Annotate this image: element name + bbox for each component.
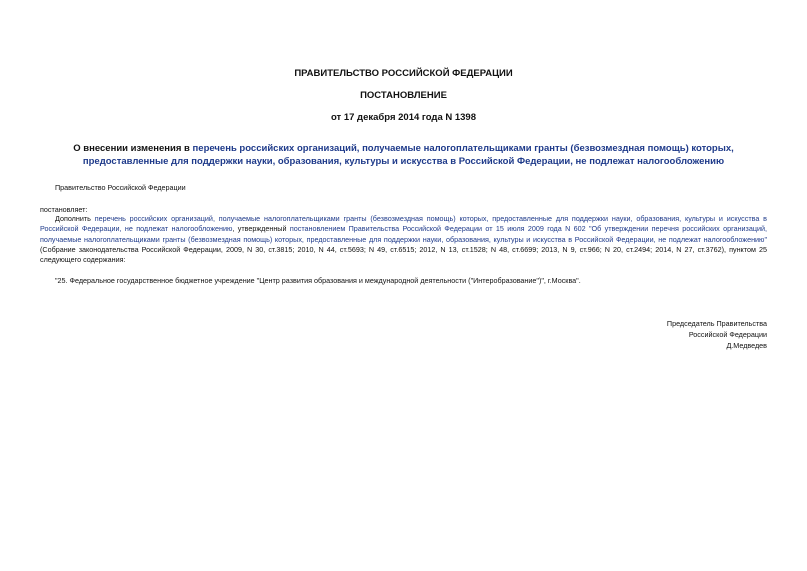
amendment-tail: (Собрание законодательства Российской Федерации, 2009, N 30, ст.3815; 2010, N 44, ст.5693; N 49, ст.6515; 2012, N 13, ст.1528; N 48, ст.6699; 2013, N 9, ст.966; N 20, ст.2494; 2014, N 27, ст.3762), пунктом 25 следующего содержания: xyxy=(40,244,767,265)
signature-country: Российской Федерации xyxy=(688,330,767,339)
amendment-mid: , утвержденный xyxy=(232,224,290,234)
document-type-heading: ПОСТАНОВЛЕНИЕ xyxy=(360,90,447,101)
document-subject xyxy=(40,142,767,168)
government-heading: ПРАВИТЕЛЬСТВО РОССИЙСКОЙ ФЕДЕРАЦИИ xyxy=(294,68,513,79)
decides-text: постановляет: xyxy=(40,205,88,214)
new-item-25: "25. Федеральное государственное бюджетное учреждение "Центр развития образования и международной деятельности ("Интеробразование")", г.Москва". xyxy=(55,276,581,285)
signature-block xyxy=(667,318,767,351)
signature-name: Д.Медведев xyxy=(726,341,767,350)
subject-list-link[interactable]: перечень российских организаций, получаемые налогоплательщиками гранты (безвозмездная помощь) которых, предоставленные для поддержки науки, образования, культуры и искусства в Российской Федерации, не подлежат налогообложению xyxy=(82,143,734,167)
document-date-number: от 17 декабря 2014 года N 1398 xyxy=(330,112,476,123)
amendment-paragraph xyxy=(40,214,767,265)
amendment-lead: Дополнить xyxy=(55,214,95,223)
organizations-list-link[interactable]: перечень российских организаций, получаемые налогоплательщиками гранты (безвозмездная помощь) которых, предоставленные для поддержки науки, образования, культуры и искусства в Российской Федерации, не подлежат налогообложению xyxy=(40,214,767,234)
subject-prefix: О внесении изменения в xyxy=(73,143,193,154)
resolution-602-link[interactable]: постановлением Правительства Российской Федерации от 15 июля 2009 года N 602 "Об утверждении перечня российских организаций, получаемые налогоплательщиками гранты (безвозмездная помощь) которых, предоставленные для поддержки науки, образования, культуры и искусства в Российской Федерации, не подлежат налогообложению" xyxy=(40,224,767,244)
signature-title: Председатель Правительства xyxy=(666,319,767,328)
preamble-text: Правительство Российской Федерации xyxy=(55,183,186,192)
